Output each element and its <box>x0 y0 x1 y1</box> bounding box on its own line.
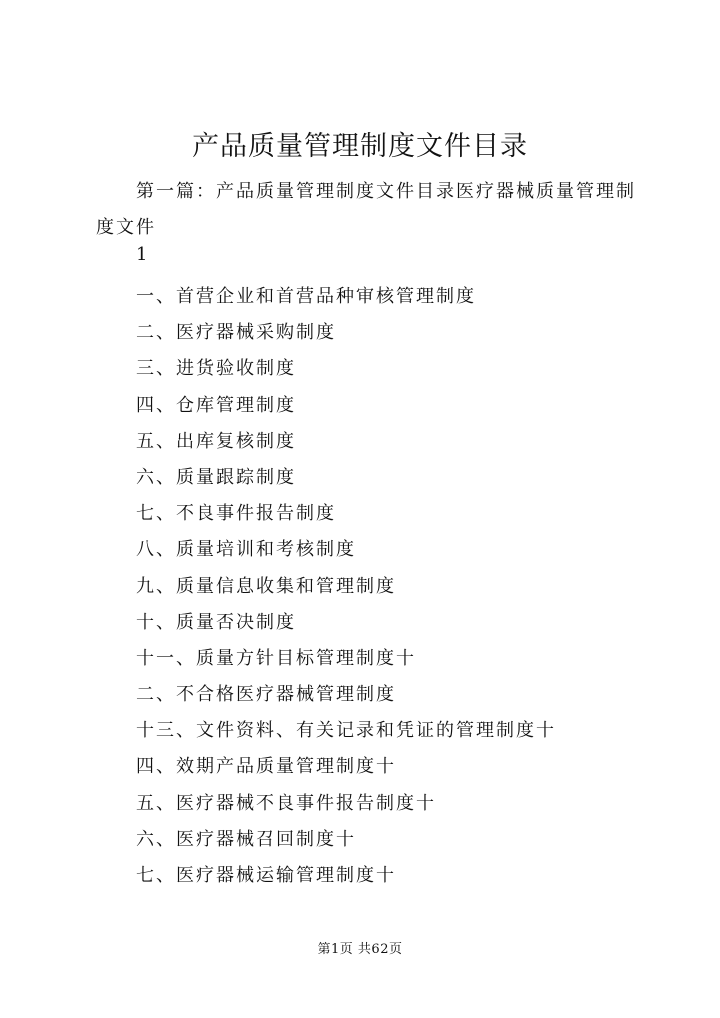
toc-item: 一、首营企业和首营品种审核管理制度 <box>136 286 476 307</box>
document-subtitle: 第一篇：产品质量管理制度文件目录医疗器械质量管理制度文件 <box>96 181 636 238</box>
section-number: 1 <box>136 244 148 265</box>
toc-item: 三、进货验收制度 <box>136 358 296 380</box>
toc-item: 二、医疗器械采购制度 <box>136 322 336 344</box>
toc-item: 十一、质量方针目标管理制度十 <box>136 647 416 669</box>
toc-item: 十、质量否决制度 <box>136 611 296 633</box>
toc-item: 六、质量跟踪制度 <box>136 466 296 488</box>
page-title: 产品质量管理制度文件目录 <box>192 131 528 162</box>
page-footer: 第1页 共62页 <box>317 942 403 957</box>
toc-item: 八、质量培训和考核制度 <box>136 539 356 561</box>
toc-list <box>136 279 656 894</box>
toc-item: 四、仓库管理制度 <box>136 394 296 416</box>
toc-item: 九、质量信息收集和管理制度 <box>136 575 396 597</box>
toc-item: 七、医疗器械运输管理制度十 <box>136 865 396 886</box>
toc-item: 二、不合格医疗器械管理制度 <box>136 684 396 706</box>
toc-item: 七、不良事件报告制度 <box>136 503 336 525</box>
toc-item: 六、医疗器械召回制度十 <box>136 828 356 850</box>
toc-item: 四、效期产品质量管理制度十 <box>136 756 396 778</box>
toc-item: 五、医疗器械不良事件报告制度十 <box>136 792 436 814</box>
toc-item: 十三、文件资料、有关记录和凭证的管理制度十 <box>136 720 556 742</box>
toc-item: 五、出库复核制度 <box>136 430 296 452</box>
